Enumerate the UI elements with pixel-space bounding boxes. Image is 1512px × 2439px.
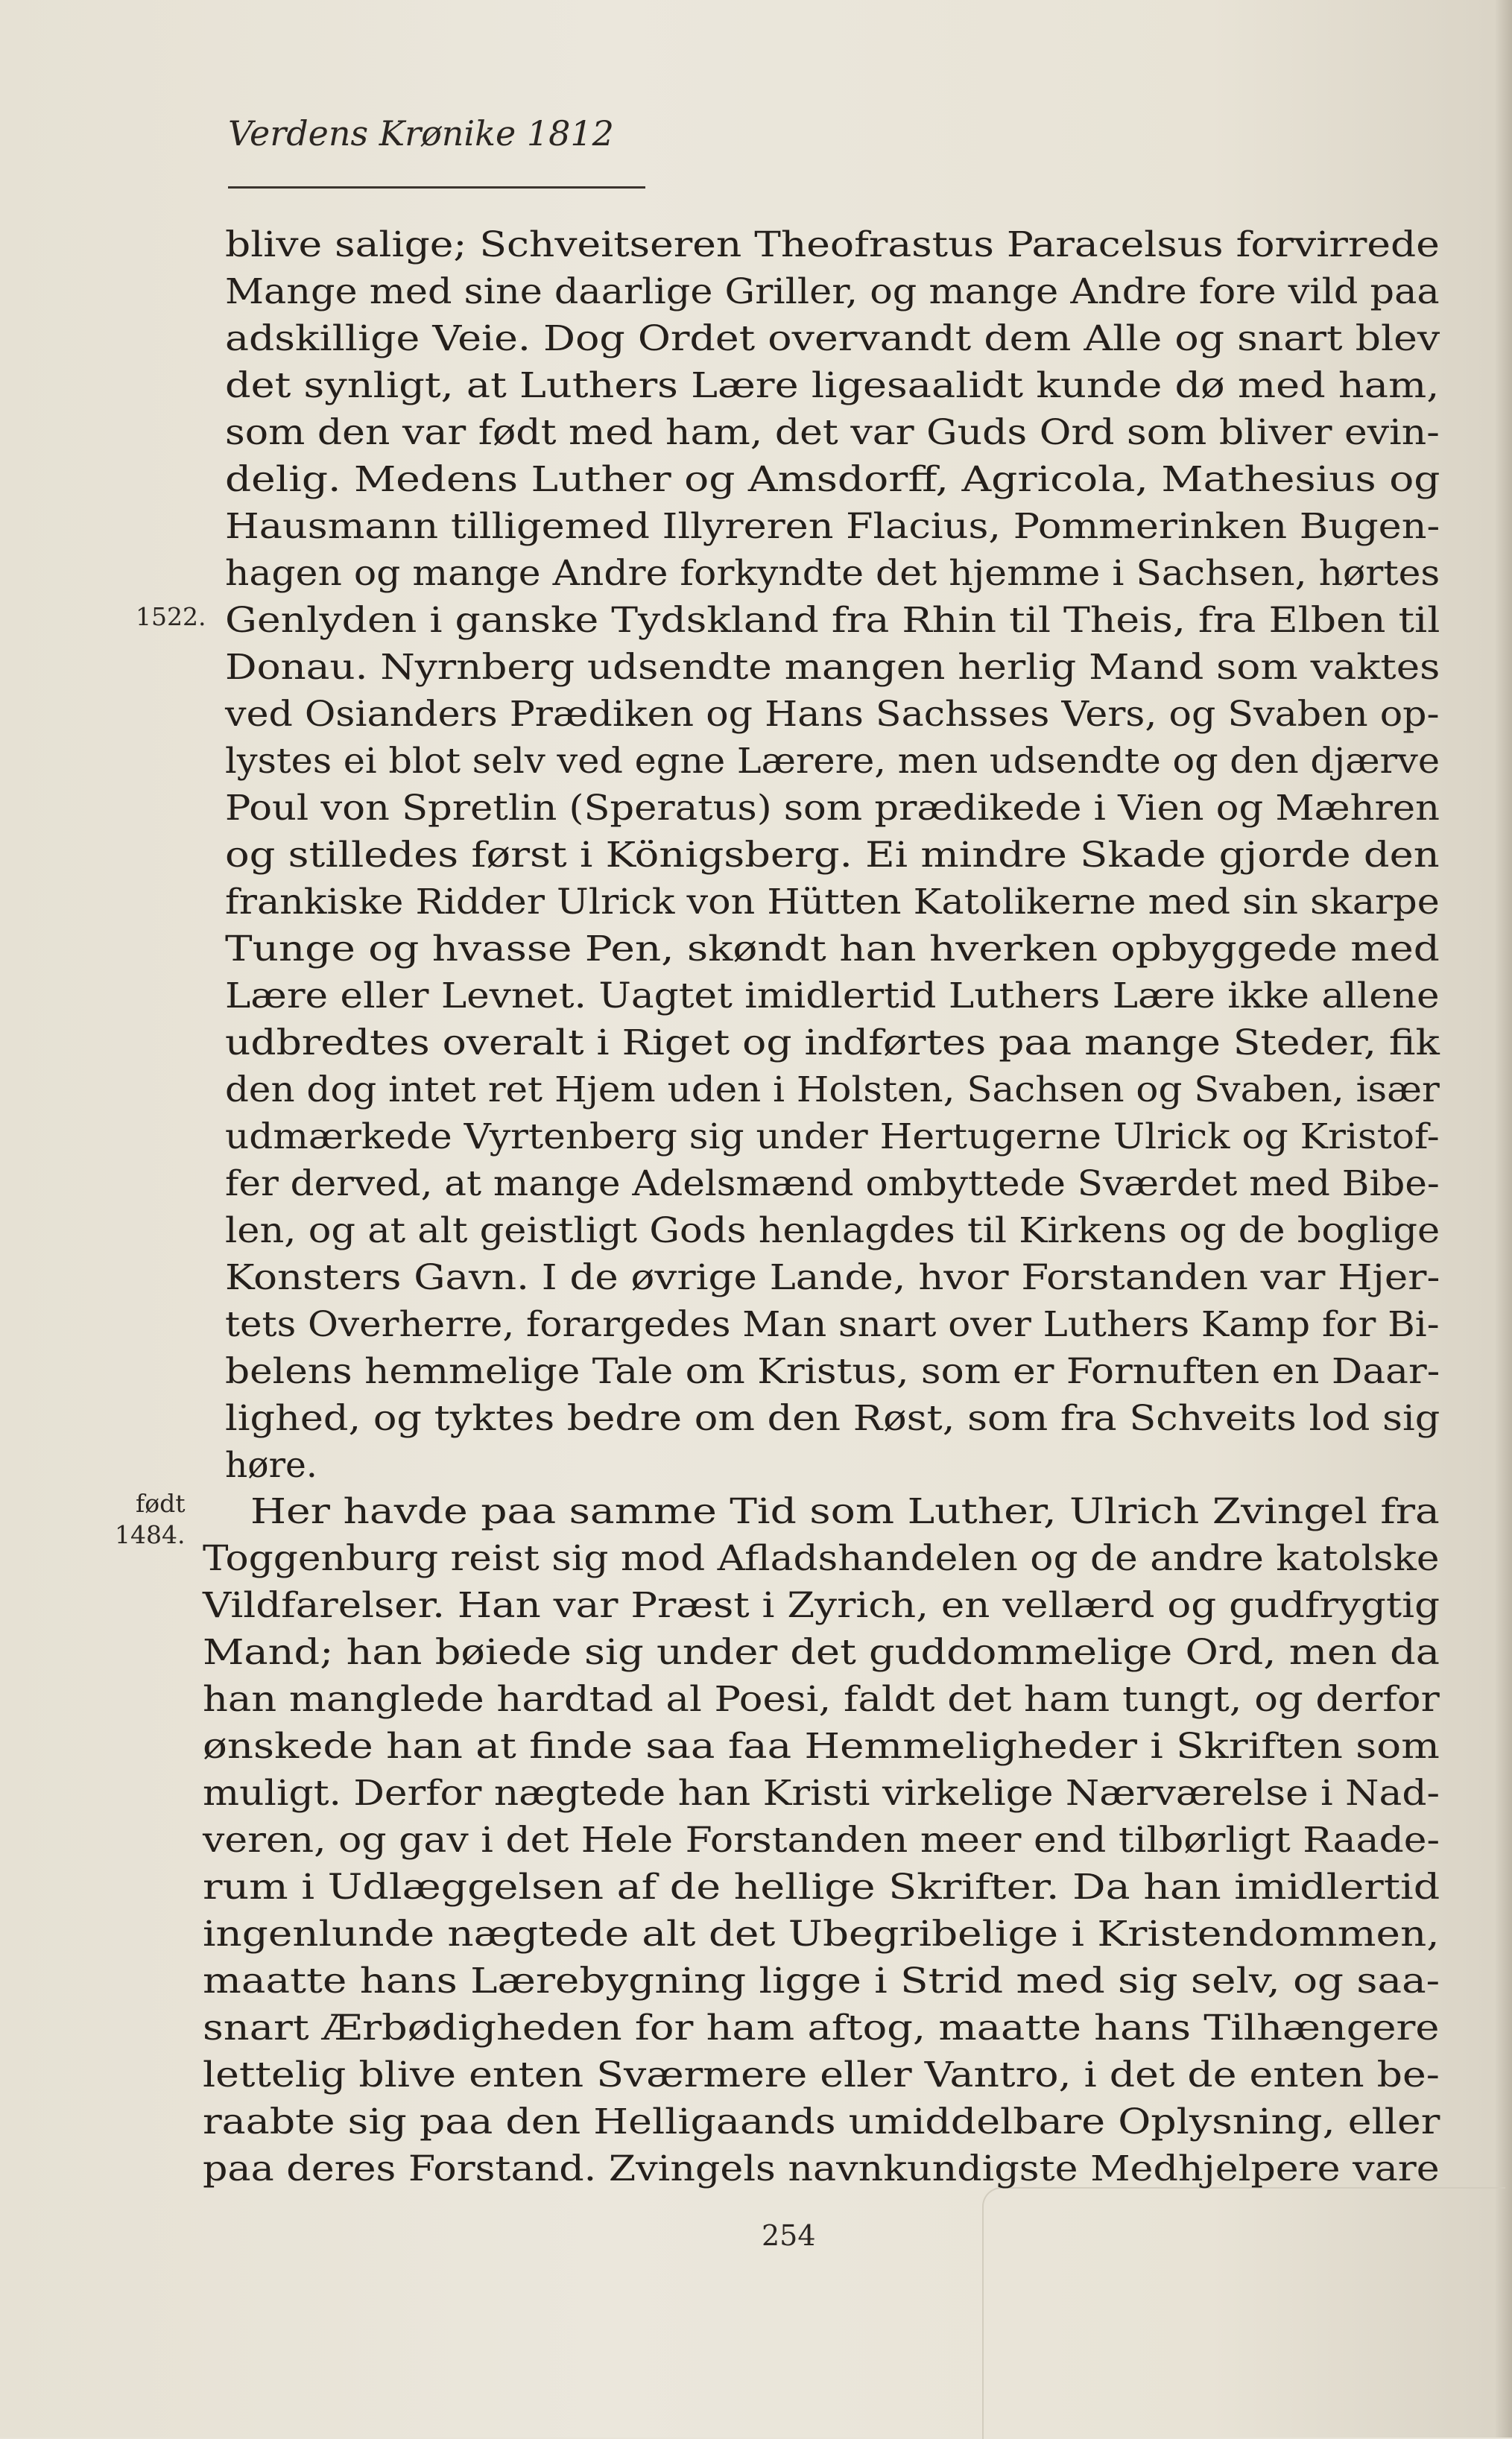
text-line: udmærkede Vyrtenberg sig under Hertugerne Ulrick og Kristof- [225, 1116, 1440, 1157]
scan-corner-mark [982, 2187, 1505, 2439]
text-line: paa deres Forstand. Zvingels navnkundigste Medhjelpere vare [203, 2148, 1440, 2189]
text-line: Toggenburg reist sig mod Afladshandelen og de andre katolske [203, 1538, 1440, 1579]
running-header: Verdens Krønike 1812 [228, 113, 614, 154]
text-line: lettelig blive enten Sværmere eller Vantro, i det de enten be- [203, 2054, 1440, 2095]
text-line: Konsters Gavn. I de øvrige Lande, hvor Forstanden var Hjer- [225, 1257, 1440, 1298]
margin-born-year: 1484. [115, 1520, 186, 1549]
text-line: den dog intet ret Hjem uden i Holsten, Sachsen og Svaben, især [225, 1069, 1440, 1110]
text-line: Her havde paa samme Tid som Luther, Ulrich Zvingel fra [250, 1491, 1440, 1532]
text-line: og stilledes først i Königsberg. Ei mindre Skade gjorde den [225, 835, 1440, 876]
text-line: rum i Udlæggelsen af de hellige Skrifter. Da han imidlertid [203, 1867, 1440, 1908]
margin-year-1522: 1522. [136, 602, 206, 631]
text-line: Lære eller Levnet. Uagtet imidlertid Luthers Lære ikke allene [225, 975, 1440, 1016]
header-rule [228, 186, 645, 189]
text-line: Tunge og hvasse Pen, skøndt han hverken opbyggede med [225, 929, 1440, 969]
text-line: høre. [225, 1445, 317, 1486]
text-line: adskillige Veie. Dog Ordet overvandt dem Alle og snart blev [225, 318, 1440, 359]
text-line: ved Osianders Prædiken og Hans Sachsses Vers, og Svaben op- [225, 694, 1440, 735]
text-line: Hausmann tilligemed Illyreren Flacius, Pommerinken Bugen- [225, 506, 1440, 547]
text-line: fer derved, at mange Adelsmænd ombyttede Sværdet med Bibe- [225, 1163, 1440, 1204]
text-line: ingenlunde nægtede alt det Ubegribelige i Kristendommen, [203, 1914, 1440, 1955]
text-line: tets Overherre, forargedes Man snart over Luthers Kamp for Bi- [225, 1304, 1440, 1345]
text-line: ønskede han at finde saa faa Hemmeligheder i Skriften som [203, 1726, 1440, 1767]
margin-born-label: født [136, 1489, 186, 1518]
text-line: hagen og mange Andre forkyndte det hjemme i Sachsen, hørtes [225, 553, 1440, 594]
text-line: belens hemmelige Tale om Kristus, som er Fornuften en Daar- [225, 1351, 1440, 1392]
text-line: veren, og gav i det Hele Forstanden meer end tilbørligt Raade- [203, 1820, 1440, 1861]
text-line: raabte sig paa den Helligaands umiddelbare Oplysning, eller [203, 2101, 1440, 2142]
text-line: frankiske Ridder Ulrick von Hütten Katolikerne med sin skarpe [225, 882, 1440, 923]
text-line: Donau. Nyrnberg udsendte mangen herlig Mand som vaktes [225, 647, 1440, 688]
text-line: len, og at alt geistligt Gods henlagdes til Kirkens og de boglige [225, 1210, 1440, 1251]
page-number: 254 [762, 2219, 816, 2252]
text-line: Mand; han bøiede sig under det guddommelige Ord, men da [203, 1632, 1440, 1673]
text-line: det synligt, at Luthers Lære ligesaalidt kunde dø med ham, [225, 365, 1440, 406]
text-line: udbredtes overalt i Riget og indførtes paa mange Steder, fik [225, 1022, 1440, 1063]
text-line: Genlyden i ganske Tydskland fra Rhin til Theis, fra Elben til [225, 600, 1440, 641]
text-line: lighed, og tyktes bedre om den Røst, som fra Schveits lod sig [225, 1398, 1440, 1439]
text-line: delig. Medens Luther og Amsdorff, Agricola, Mathesius og [225, 459, 1440, 500]
text-line: blive salige; Schveitseren Theofrastus Paracelsus forvirrede [225, 224, 1440, 265]
text-line: snart Ærbødigheden for ham aftog, maatte hans Tilhængere [203, 2008, 1440, 2049]
text-line: muligt. Derfor nægtede han Kristi virkelige Nærværelse i Nad- [203, 1773, 1440, 1814]
text-line: maatte hans Lærebygning ligge i Strid med sig selv, og saa- [203, 1961, 1440, 2002]
text-line: Mange med sine daarlige Griller, og mange Andre fore vild paa [225, 271, 1440, 312]
text-line: Vildfarelser. Han var Præst i Zyrich, en vellærd og gudfrygtig [203, 1585, 1440, 1626]
text-line: lystes ei blot selv ved egne Lærere, men udsendte og den djærve [225, 741, 1440, 782]
text-line: Poul von Spretlin (Speratus) som prædikede i Vien og Mæhren [225, 788, 1440, 829]
page-edge-shadow [1496, 0, 1512, 2438]
text-line: som den var født med ham, det var Guds Ord som bliver evin- [225, 412, 1440, 453]
text-line: han manglede hardtad al Poesi, faldt det ham tungt, og derfor [203, 1679, 1440, 1720]
